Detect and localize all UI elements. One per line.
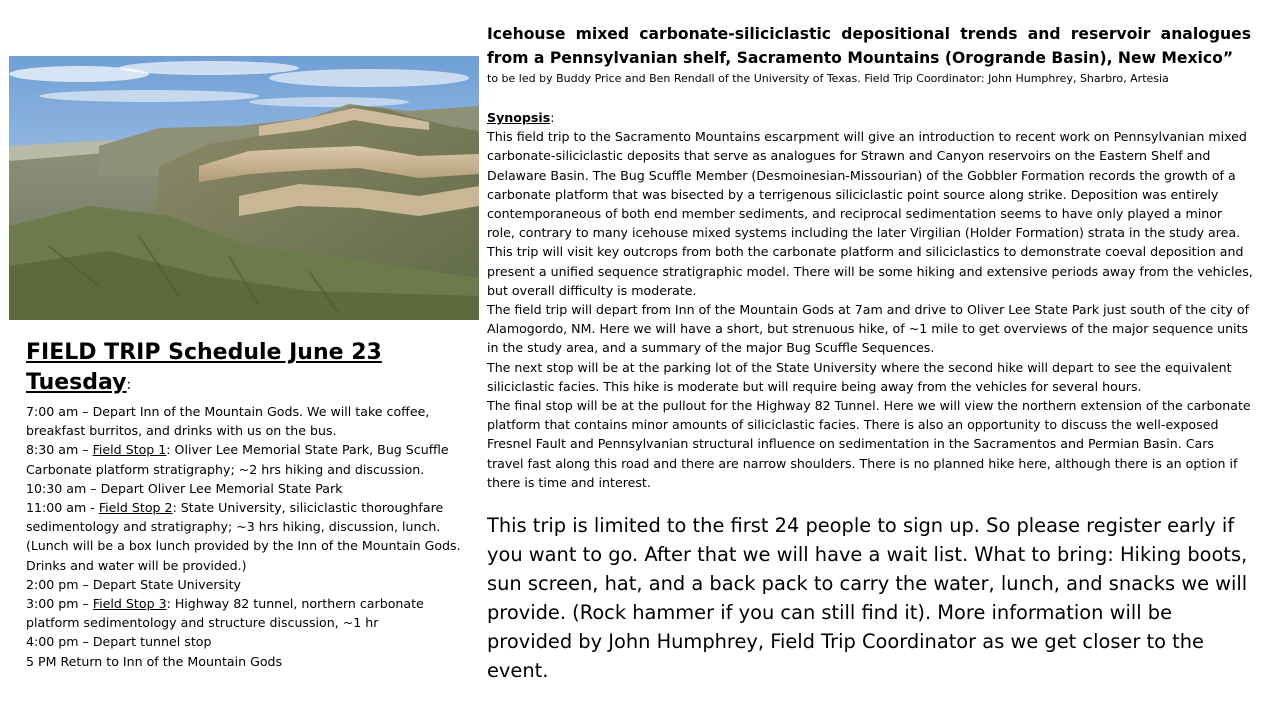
schedule-item: 10:30 am – Depart Oliver Lee Memorial State Park xyxy=(26,480,343,496)
schedule-item: 7:00 am – Depart Inn of the Mountain Gods. We will take coffee, breakfast burritos, and drinks with us on the bus. xyxy=(26,404,430,439)
schedule-item: 5 PM Return to Inn of the Mountain Gods xyxy=(26,653,283,669)
synopsis-label: Synopsis xyxy=(487,110,551,125)
synopsis-label-colon: : xyxy=(550,110,555,125)
field-trip-schedule xyxy=(26,338,466,671)
synopsis-paragraph-1: This field trip to the Sacramento Mountains escarpment will give an introduction to recent work on Pennsylvanian mixed carbonate-siliciclastic deposits that serve as analogues for Strawn and Canyon reservoirs on the Eastern Shelf and Delaware Basin. The Bug Scuffle Member (Desmoinesian-Missourian) of the Gobbler Formation records the growth of a carbonate platform that was bisected by a terrigenous siliciclastic point source along strike. Deposition was entirely contemporaneous of both end member sediments, and reciprocal sedimentation seems to have only played a minor role, contrary to many icehouse mixed systems including the later Virgilian (Holder Formation) strata in the study area. This trip will visit key outcrops from both the carbonate platform and siliciclastics to demonstrate coeval deposition and present a unified sequence stratigraphic model. There will be some hiking and extensive periods away from the vehicles, but overall difficulty is moderate. xyxy=(487,129,1253,298)
synopsis-section xyxy=(487,108,1253,492)
document-title: Icehouse mixed carbonate-siliciclastic depositional trends and reservoir analogues from a Pennsylvanian shelf, Sacramento Mountains (Orogrande Basin), New Mexico” xyxy=(487,25,1251,67)
escarpment-landscape-photo xyxy=(9,56,479,320)
schedule-heading xyxy=(26,338,466,400)
schedule-heading-colon: : xyxy=(126,377,132,393)
trip-leaders-line: to be led by Buddy Price and Ben Rendall of the University of Texas. Field Trip Coordinator: John Humphrey, Sharbro, Artesia xyxy=(487,72,1169,85)
schedule-item: 11:00 am - Field Stop 2: State University, siliciclastic thoroughfare sedimentology and stratigraphy; ~3 hrs hiking, discussion, lunch. (Lunch will be a box lunch provided by the Inn of the Mountain Gods. Drinks and water will be provided.) xyxy=(26,500,461,573)
field-stop-2-label: Field Stop 2 xyxy=(98,500,173,516)
schedule-heading-text: FIELD TRIP Schedule June 23 Tuesday xyxy=(26,340,382,395)
schedule-item: 3:00 pm – Field Stop 3: Highway 82 tunnel, northern carbonate platform sedimentology and structure discussion, ~1 hr xyxy=(26,596,424,631)
schedule-item: 8:30 am – Field Stop 1: Oliver Lee Memorial State Park, Bug Scuffle Carbonate platform stratigraphy; ~2 hrs hiking and discussion. xyxy=(26,442,449,477)
field-stop-3-label: Field Stop 3 xyxy=(92,596,167,612)
synopsis-paragraph-2: The field trip will depart from Inn of the Mountain Gods at 7am and drive to Oliver Lee State Park just south of the city of Alamogordo, NM. Here we will have a short, but strenuous hike, of ~1 mile to get overviews of the major sequence units in the study area, and a summary of the major Bug Scuffle Sequences. xyxy=(487,302,1250,356)
synopsis-paragraph-4: The final stop will be at the pullout for the Highway 82 Tunnel. Here we will view the northern extension of the carbonate platform that contains minor amounts of siliciclastic facies. There is also an opportunity to discuss the well-exposed Fresnel Fault and Pennsylvanian structural influence on sedimentation in the Sacramentos and Permian Basin. Cars travel fast along this road and there are narrow shoulders. There is no planned hike here, although there is an option if there is time and interest. xyxy=(487,398,1251,490)
synopsis-paragraph-3: The next stop will be at the parking lot of the State University where the second hike will depart to see the equivalent siliciclastic facies. This hike is moderate but will require being away from the vehicles for several hours. xyxy=(487,359,1232,394)
schedule-item: 4:00 pm – Depart tunnel stop xyxy=(26,634,212,650)
field-stop-1-label: Field Stop 1 xyxy=(92,442,167,458)
schedule-item: 2:00 pm – Depart State University xyxy=(26,576,241,592)
registration-note: This trip is limited to the first 24 people to sign up. So please register early if you want to go. After that we will have a wait list. What to bring: Hiking boots, sun screen, hat, and a back pack to carry the water, lunch, and snacks we will provide. (Rock hammer if you can still find it). More information will be provided by John Humphrey, Field Trip Coordinator as we get closer to the event. xyxy=(487,514,1248,682)
